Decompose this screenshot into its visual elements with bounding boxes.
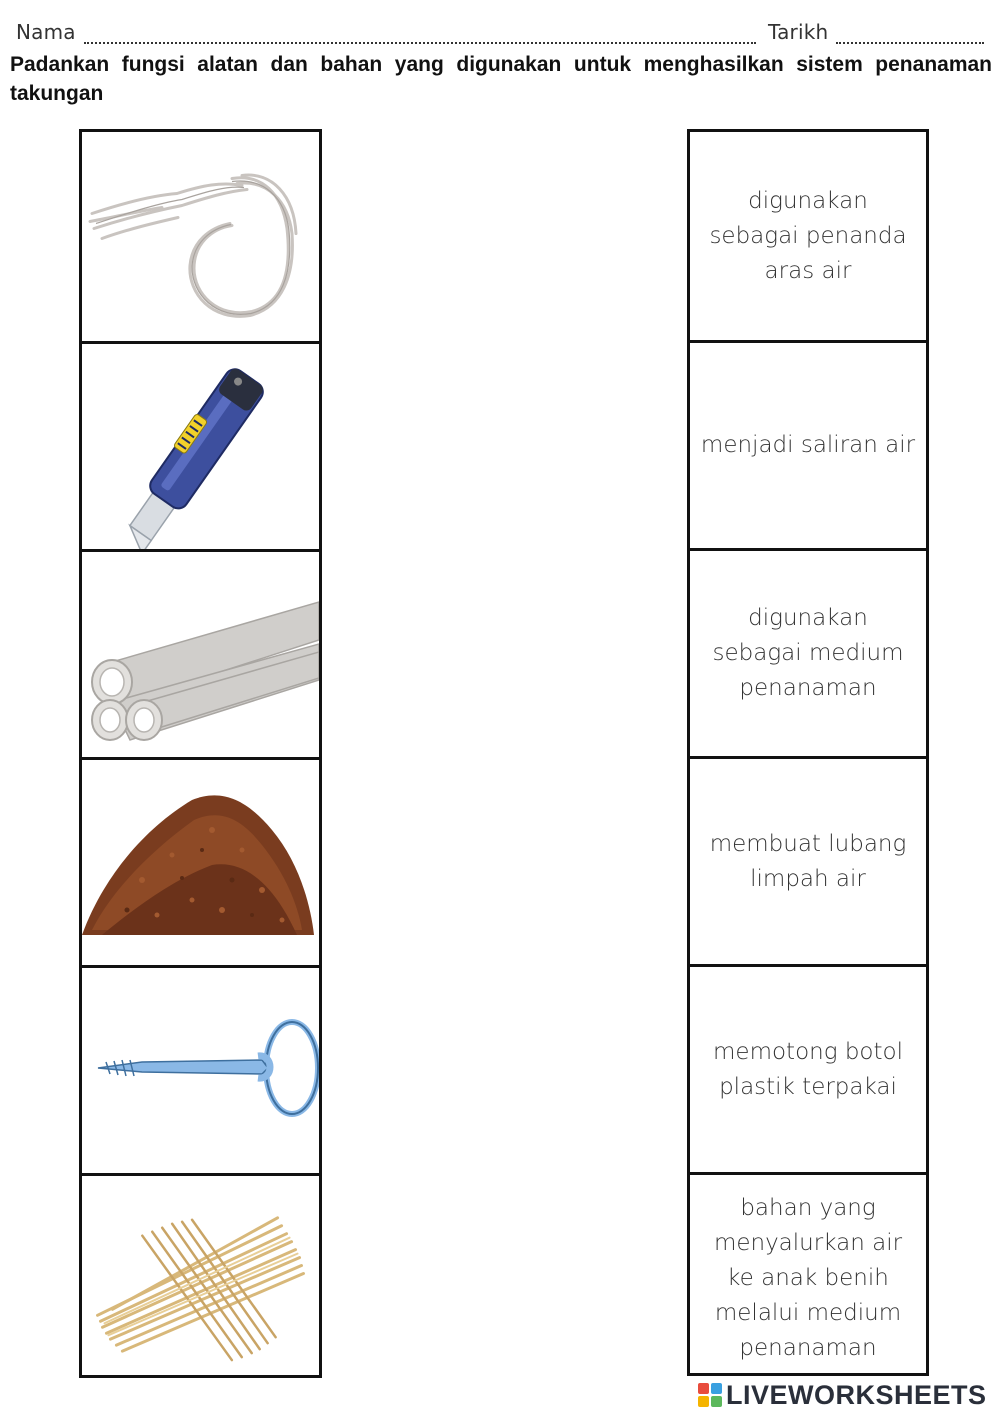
box-cutter-icon — [82, 344, 319, 549]
function-cell-6[interactable]: bahan yang menyalurkan air ke anak benih melalui medium penanaman — [690, 1172, 926, 1373]
image-cell-3[interactable] — [82, 549, 319, 757]
cotton-string-icon — [82, 132, 319, 341]
function-cell-3[interactable]: digunakan sebagai medium penanaman — [690, 548, 926, 756]
image-cell-2[interactable] — [82, 341, 319, 549]
image-cell-4[interactable] — [82, 757, 319, 965]
bamboo-skewers-icon — [82, 1176, 319, 1375]
instruction-text: Padankan fungsi alatan dan bahan yang digunakan untuk menghasilkan sistem penanaman takungan — [10, 53, 992, 105]
image-cell-1[interactable] — [82, 132, 319, 341]
right-text-column — [687, 129, 929, 1376]
function-cell-5[interactable]: memotong botol plastik terpakai — [690, 964, 926, 1172]
function-cell-4[interactable]: membuat lubang limpah air — [690, 756, 926, 964]
screw-hook-icon — [82, 968, 319, 1173]
liveworksheets-watermark — [698, 1378, 987, 1412]
name-field[interactable] — [84, 26, 756, 44]
date-label: Tarikh — [768, 20, 829, 44]
function-cell-1[interactable]: digunakan sebagai penanda aras air — [709, 187, 907, 284]
header-line — [0, 20, 1000, 54]
name-label: Nama — [16, 20, 76, 44]
image-cell-6[interactable] — [82, 1173, 319, 1375]
function-cell-2[interactable]: menjadi saliran air — [690, 340, 926, 548]
left-image-column — [79, 129, 322, 1378]
liveworksheets-logo-icon — [698, 1383, 722, 1407]
date-field[interactable] — [836, 26, 984, 44]
cocopeat-icon — [82, 760, 319, 965]
watermark-text: LIVEWORKSHEETS — [726, 1379, 987, 1410]
image-cell-5[interactable] — [82, 965, 319, 1173]
pvc-pipes-icon — [82, 552, 319, 757]
